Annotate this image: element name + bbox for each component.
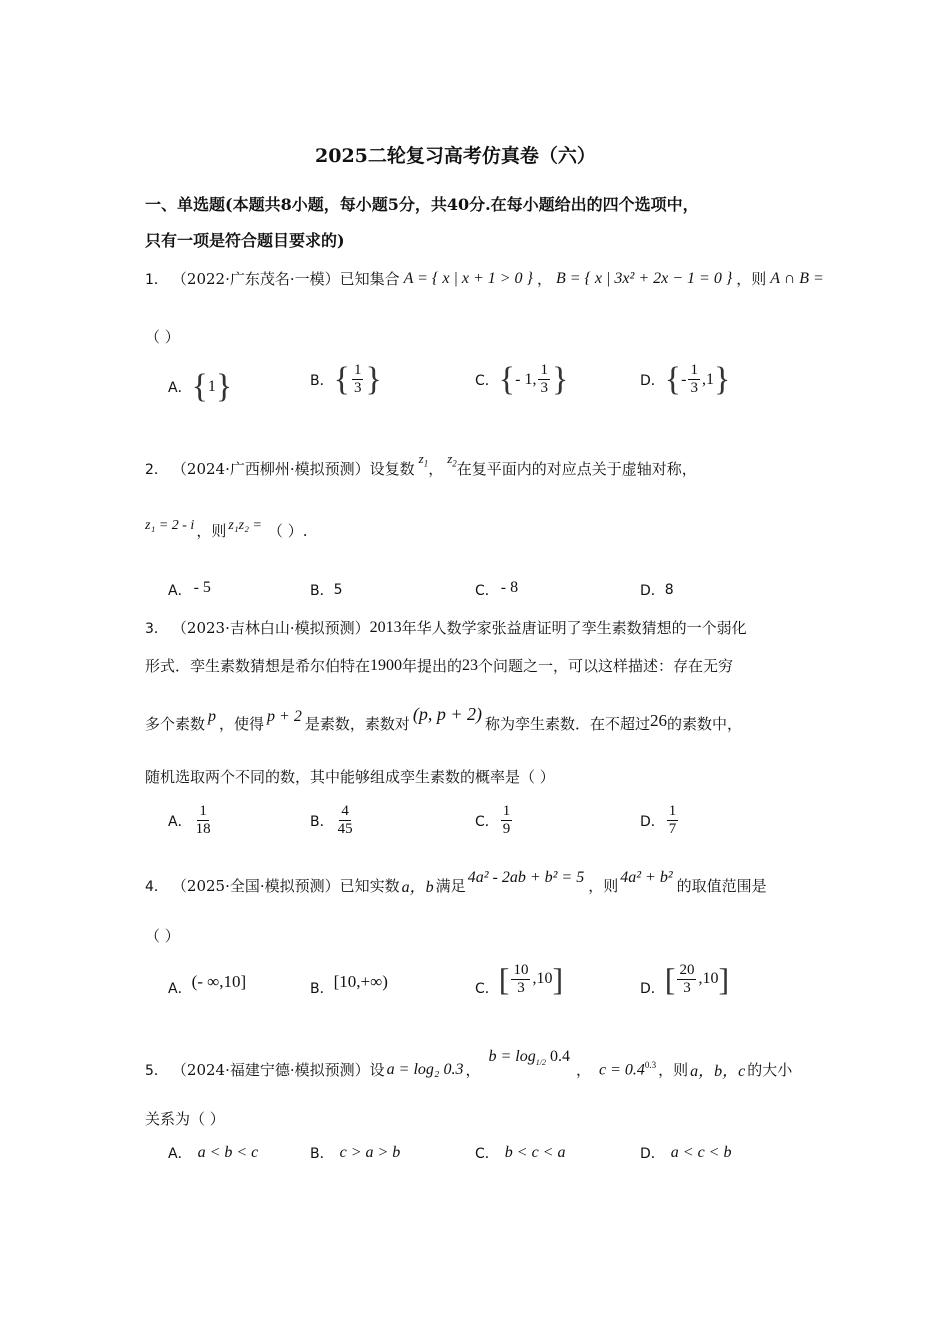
- question-source: （2023·吉林白山·模拟预测）: [171, 619, 370, 637]
- stem-text: 已知集合: [339, 270, 400, 288]
- stem-text: 在复平面内的对应点关于虚轴对称，: [456, 460, 697, 478]
- condition-equation: 4a² - 2ab + b² = 5: [467, 868, 585, 886]
- option-a[interactable]: [168, 1143, 258, 1163]
- log-argument: 0.4: [549, 1047, 570, 1065]
- stem-text: ，则: [588, 877, 619, 895]
- fraction-denominator: 3: [540, 380, 548, 396]
- option-label: B．: [310, 813, 334, 830]
- stem-text: ，: [575, 1061, 591, 1079]
- power-exponent: 0.3: [644, 1059, 657, 1070]
- question-5-stem-line2: 关系为（ ）: [145, 1110, 225, 1128]
- fraction-numerator: 1: [540, 362, 548, 378]
- twin-prime-pair: (p, p + 2): [412, 704, 482, 724]
- question-3-stem-line2: [145, 655, 733, 676]
- variable-p: p: [208, 707, 217, 725]
- option-value: ,10: [698, 970, 719, 987]
- z2-variable: [447, 451, 457, 469]
- option-value: b < c < a: [504, 1144, 566, 1161]
- option-label: C．: [475, 813, 499, 830]
- page-title: 2025二轮复习高考仿真卷（六）: [315, 145, 596, 167]
- option-b[interactable]: [310, 1143, 400, 1163]
- stem-text: 设: [369, 1061, 385, 1079]
- stem-text: 是素数，素数对: [304, 715, 410, 733]
- fraction-numerator: 1: [668, 803, 677, 819]
- question-2-stem-line2: [145, 517, 308, 541]
- a-definition: a = log₂ 0.3: [386, 1060, 464, 1078]
- option-value: a < c < b: [670, 1144, 732, 1161]
- stem-text: 年华人数学家张益唐证明了孪生素数猜想的一个弱化: [401, 619, 747, 637]
- question-number: 2．: [145, 461, 168, 478]
- question-number: 4．: [145, 878, 168, 895]
- option-value: 8: [664, 582, 674, 598]
- log-base: 1/2: [535, 1058, 546, 1068]
- year-value: 1900: [370, 656, 403, 674]
- stem-text: ，则: [196, 522, 227, 540]
- stem-text: 年提出的: [402, 657, 463, 675]
- question-3-stem-line4: 随机选取两个不同的数，其中能够组成孪生素数的概率是（ ）: [145, 768, 555, 786]
- option-d[interactable]: [640, 1143, 731, 1163]
- option-label: D．: [640, 813, 665, 830]
- question-number: 1．: [145, 271, 168, 288]
- option-c[interactable]: C． { - 1, $\frac{1}{3}$ }: [475, 360, 569, 398]
- stem-text: 的取值范围是: [676, 877, 767, 895]
- stem-text: ，: [428, 460, 444, 478]
- stem-text: 的素数中，: [667, 715, 743, 733]
- option-label: B．: [310, 583, 334, 599]
- option-label: A．: [168, 981, 192, 997]
- option-label: C．: [475, 981, 499, 997]
- option-b[interactable]: [310, 803, 357, 838]
- stem-text: 形式．孪生素数猜想是希尔伯特在: [145, 657, 371, 675]
- set-a-expression: A = { x | x + 1 > 0 }: [403, 269, 533, 287]
- option-a[interactable]: [168, 803, 215, 838]
- fraction-denominator: 9: [502, 821, 511, 837]
- option-value: 5: [333, 582, 343, 598]
- question-number: 3．: [145, 620, 168, 637]
- product-expression: z₁z₂ =: [228, 517, 262, 533]
- question-1-stem: [145, 268, 824, 289]
- option-a[interactable]: [168, 580, 211, 600]
- option-label: A．: [168, 380, 192, 396]
- option-label: C．: [475, 1146, 499, 1162]
- option-label: C．: [475, 372, 499, 389]
- option-d[interactable]: D． [ $\frac{20}{3}$ ,10 ]: [640, 961, 730, 997]
- option-label: D．: [640, 981, 665, 997]
- option-value: [10,+∞): [333, 972, 388, 991]
- z1-equation: z₁ = 2 - i: [145, 517, 195, 533]
- fraction-numerator: 1: [353, 362, 362, 378]
- subscript: 1: [423, 458, 429, 469]
- variables: a，b，c: [690, 1063, 746, 1080]
- subscript: 2: [452, 458, 457, 469]
- b-definition: [488, 1048, 569, 1067]
- option-label: D．: [640, 1146, 665, 1162]
- question-source: （2022·广东茂名·一模）: [171, 270, 340, 288]
- question-source: （2024·广西柳州·模拟预测）: [171, 460, 370, 478]
- option-value: 1: [207, 378, 216, 395]
- option-value: ,10: [532, 970, 553, 987]
- option-value: - 8: [500, 579, 519, 596]
- question-3-stem-line3: [145, 704, 743, 734]
- option-label: B．: [310, 372, 334, 389]
- number-value: 26: [650, 710, 667, 730]
- fraction-denominator: 3: [353, 380, 362, 396]
- fraction-numerator: 20: [679, 961, 695, 978]
- fraction-denominator: 7: [668, 821, 677, 837]
- option-label: D．: [640, 583, 665, 599]
- stem-text: 满足: [435, 877, 466, 895]
- option-value: (- ∞,10]: [191, 972, 247, 991]
- option-value: -: [681, 370, 687, 388]
- stem-text: ，则: [736, 270, 767, 288]
- option-d[interactable]: [640, 803, 680, 838]
- stem-text: ，使得: [219, 715, 265, 733]
- stem-text: 称为孪生素数．在不超过: [484, 715, 650, 733]
- number-value: 23: [462, 656, 479, 674]
- fraction-denominator: 3: [690, 380, 698, 396]
- year-value: 2013: [369, 618, 402, 636]
- question-4-stem: [145, 868, 767, 897]
- stem-text: 个问题之一，可以这样描述：存在无穷: [478, 657, 734, 675]
- option-label: A．: [168, 583, 192, 599]
- option-label: B．: [310, 981, 334, 997]
- stem-text: 已知实数: [339, 877, 400, 895]
- option-c[interactable]: [475, 803, 514, 838]
- option-label: A．: [168, 813, 192, 830]
- question-2-stem: [145, 450, 697, 479]
- option-value: - 5: [193, 579, 211, 596]
- option-c[interactable]: [475, 580, 518, 600]
- fraction-numerator: 10: [513, 961, 529, 978]
- fraction-numerator: 1: [690, 362, 698, 378]
- fraction-numerator: 1: [502, 803, 511, 819]
- z1-variable: [419, 451, 429, 469]
- option-c[interactable]: C． [ $\frac{10}{3}$ ,10 ]: [475, 961, 564, 997]
- fraction-denominator: 18: [195, 821, 211, 837]
- expression-p-plus-2: p + 2: [267, 707, 302, 725]
- question-source: （2024·福建宁德·模拟预测）: [171, 1061, 370, 1079]
- power-base: c = 0.4: [598, 1061, 645, 1079]
- set-b-expression: B = { x | 3x² + 2x − 1 = 0 }: [555, 269, 733, 287]
- option-label: B．: [310, 1146, 334, 1162]
- option-d[interactable]: [640, 580, 674, 600]
- variable: z: [447, 450, 453, 466]
- option-value: - 1,: [515, 370, 537, 388]
- stem-text: 多个素数: [145, 715, 206, 733]
- fraction-denominator: 45: [337, 821, 353, 837]
- stem-text: ，则: [658, 1061, 689, 1079]
- fraction-denominator: 3: [683, 979, 691, 996]
- option-value: a < b < c: [197, 1144, 259, 1161]
- option-value: c > a > b: [339, 1144, 401, 1161]
- option-b[interactable]: [310, 580, 343, 600]
- option-label: D．: [640, 372, 665, 389]
- log-text: b = log: [488, 1047, 536, 1065]
- fraction-numerator: 1: [199, 803, 207, 819]
- section-heading-line2: 只有一项是符合题目要求的): [145, 231, 345, 250]
- answer-paren: （ ）: [145, 328, 180, 346]
- variable: z: [418, 450, 424, 466]
- section-heading-line1: 一、单选题(本题共8小题，每小题5分，共40分.在每小题给出的四个选项中，: [145, 195, 699, 214]
- answer-paren: （ ）.: [267, 522, 308, 540]
- option-c[interactable]: [475, 1143, 565, 1163]
- option-a[interactable]: A． { 1 }: [168, 368, 233, 405]
- fraction-denominator: 3: [517, 979, 525, 996]
- answer-paren: （ ）: [145, 927, 180, 945]
- question-source: （2025·全国·模拟预测）: [171, 877, 340, 895]
- option-a[interactable]: [168, 972, 247, 998]
- option-label: C．: [475, 583, 499, 599]
- option-b[interactable]: B． { $\frac{1}{3}$ }: [310, 360, 382, 398]
- stem-text: 的大小: [747, 1061, 793, 1079]
- target-expression: 4a² + b²: [620, 868, 673, 886]
- option-value: ,1: [701, 370, 714, 388]
- option-label: A．: [168, 1146, 192, 1162]
- intersection-expression: A ∩ B =: [770, 269, 824, 287]
- stem-text: 设复数: [369, 460, 415, 478]
- fraction-numerator: 4: [341, 803, 349, 819]
- question-3-stem-line1: [145, 617, 747, 638]
- stem-text: ，: [465, 1061, 481, 1079]
- variables: a，b: [401, 879, 434, 896]
- c-definition: [599, 1060, 656, 1079]
- question-5-stem: [145, 1047, 793, 1081]
- question-number: 5．: [145, 1062, 168, 1079]
- option-d[interactable]: D． { - $\frac{1}{3}$ ,1 }: [640, 360, 731, 398]
- option-b[interactable]: [310, 972, 388, 998]
- stem-text: ，: [536, 270, 552, 288]
